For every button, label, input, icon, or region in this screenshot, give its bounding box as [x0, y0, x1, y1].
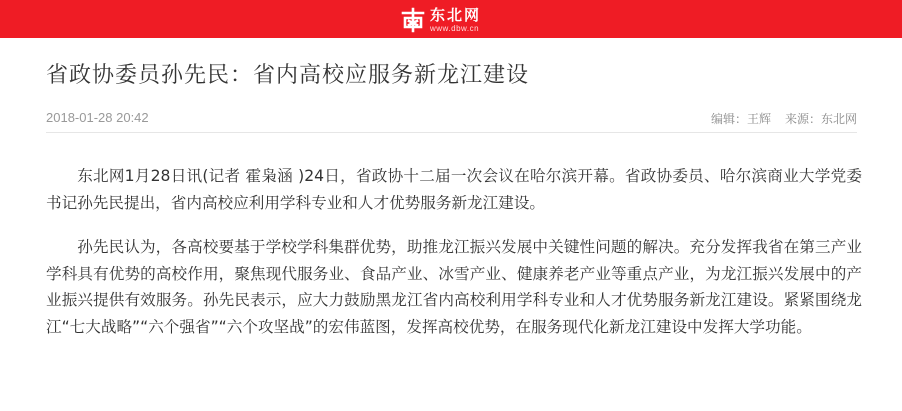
article-body	[46, 163, 862, 358]
article-paragraph: 孙先民认为，各高校要基于学校学科集群优势，助推龙江振兴发展中关键性问题的解决。充分发挥我省在第三产业学科具有优势的高校作用，聚焦现代服务业、食品产业、冰雪产业、健康养老产业等重点产业，为龙江振兴发展中的产业振兴提供有效服务。孙先民表示，应大力鼓励黑龙江省内高校利用学科专业和人才优势服务新龙江建设。紧紧围绕龙江“七大战略”“六个强省”“六个攻坚战”的宏伟蓝图，发挥高校优势，在服务现代化新龙江建设中发挥大学功能。	[46, 238, 862, 336]
article-meta	[46, 107, 857, 129]
logo-url: www.dbw.cn	[430, 24, 480, 33]
editor-label: 编辑：王辉	[710, 112, 771, 126]
source-label: 来源：东北网	[784, 112, 857, 126]
article-credits	[711, 110, 857, 127]
logo-wordmark	[430, 7, 481, 33]
site-logo[interactable]	[400, 7, 481, 33]
article-title: 省政协委员孙先民：省内高校应服务新龙江建设	[46, 63, 530, 88]
site-header-bar	[0, 0, 902, 38]
article-paragraph: 东北网1月28日讯(记者 霍枭涵 )24日，省政协十二届一次会议在哈尔滨开幕。省政协委员、哈尔滨商业大学党委书记孙先民提出，省内高校应利用学科专业和人才优势服务新龙江建设。	[46, 167, 862, 212]
publish-date: 2018-01-28 20:42	[46, 110, 149, 125]
dbw-logo-icon	[400, 7, 426, 33]
meta-divider	[46, 132, 857, 133]
logo-name: 东北网	[430, 6, 482, 24]
